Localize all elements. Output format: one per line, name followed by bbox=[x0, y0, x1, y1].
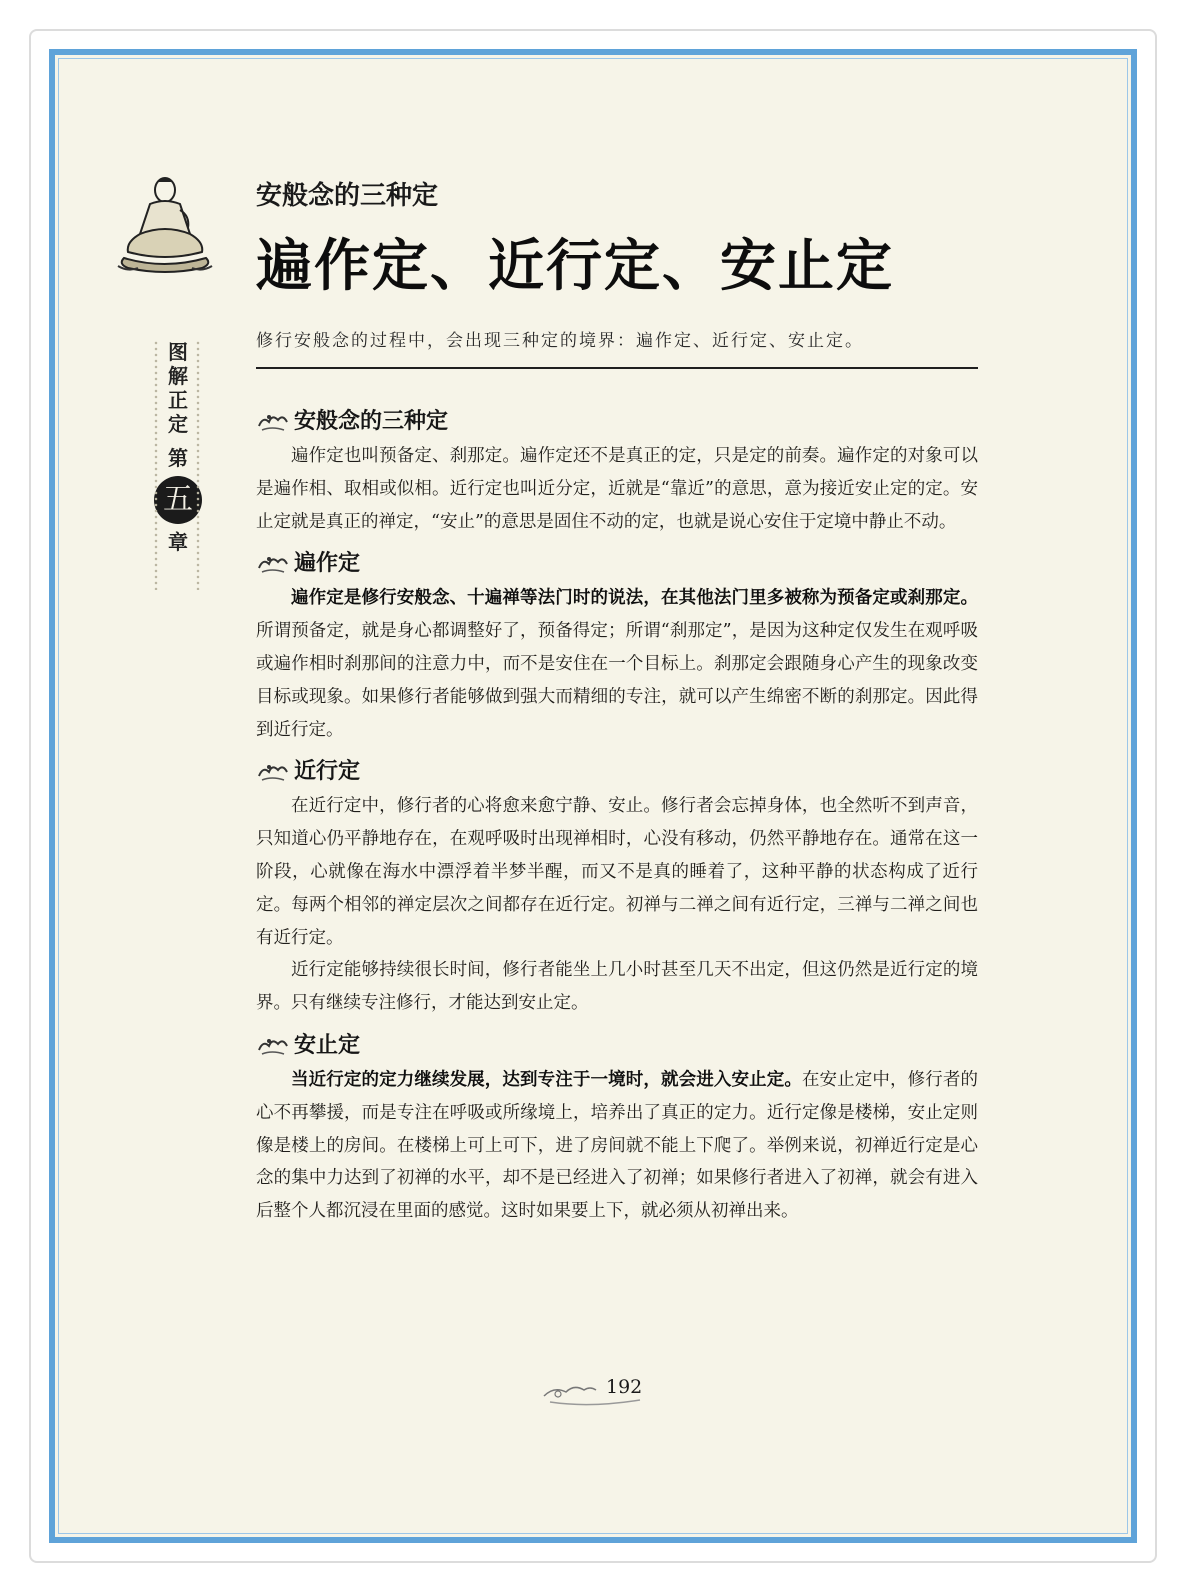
section-heading bbox=[256, 1026, 978, 1064]
section-heading bbox=[256, 752, 978, 790]
section-title: 安止定 bbox=[294, 1031, 361, 1058]
section-heading bbox=[256, 402, 978, 440]
paragraph: 遍作定是修行安般念、十遍禅等法门时的说法，在其他法门里多被称为预备定或刹那定。所谓预备定，就是身心都调整好了，预备得定；所谓“刹那定”，是因为这种定仅发生在观呼吸或遍作相时刹那间的注意力中，而不是安住在一个目标上。刹那定会跟随身心产生的现象改变目标或现象。如果修行者能够做到强大而精细的专注，就可以产生绵密不断的刹那定。因此得到近行定。 bbox=[256, 588, 978, 740]
page-title: 遍作定、近行定、安止定 bbox=[256, 233, 894, 299]
page-kicker: 安般念的三种定 bbox=[256, 181, 439, 211]
lotus-cloud-icon bbox=[256, 550, 290, 576]
seated-buddha-icon bbox=[110, 170, 220, 280]
paragraph: 在近行定中，修行者的心将愈来愈宁静、安止。修行者会忘掉身体，也全然听不到声音，只知道心仍平静地存在，在观呼吸时出现禅相时，心没有移动，仍然平静地存在。通常在这一阶段，心就像在海水中漂浮着半梦半醒，而又不是真的睡着了，这种平静的状态构成了近行定。每两个相邻的禅定层次之间都存在近行定。初禅与二禅之间有近行定，三禅与二禅之间也有近行定。 bbox=[256, 796, 978, 948]
article-body bbox=[256, 400, 978, 1228]
lotus-cloud-icon bbox=[256, 758, 290, 784]
page-number: 192 bbox=[606, 1376, 643, 1398]
section-title: 近行定 bbox=[294, 757, 361, 784]
section-title: 遍作定 bbox=[294, 549, 361, 576]
section-heading bbox=[256, 544, 978, 582]
dot-border-right bbox=[196, 340, 200, 590]
paragraph: 遍作定也叫预备定、刹那定。遍作定还不是真正的定，只是定的前奏。遍作定的对象可以是遍作相、取相或似相。近行定也叫近分定，近就是“靠近”的意思，意为接近安止定的定。安止定就是真正的禅定，“安止”的意思是固住不动的定，也就是说心安住于定境中静止不动。 bbox=[256, 446, 978, 532]
side-char: 图 bbox=[168, 340, 188, 364]
chapter-number-badge: 五 bbox=[154, 476, 202, 524]
side-char: 章 bbox=[168, 530, 188, 554]
lotus-cloud-icon bbox=[256, 1032, 290, 1058]
page-folio bbox=[540, 1374, 650, 1408]
lotus-cloud-icon bbox=[256, 408, 290, 434]
paragraph: 近行定能够持续很长时间，修行者能坐上几小时甚至几天不出定，但这仍然是近行定的境界。只有继续专注修行，才能达到安止定。 bbox=[256, 960, 978, 1014]
intro-text: 修行安般念的过程中，会出现三种定的境界：遍作定、近行定、安止定。 bbox=[256, 331, 864, 351]
divider bbox=[256, 367, 978, 369]
paragraph: 当近行定的定力继续发展，达到专注于一境时，就会进入安止定。在安止定中，修行者的心不再攀援，而是专注在呼吸或所缘境上，培养出了真正的定力。近行定像是楼梯，安止定则像是楼上的房间。在楼梯上可上可下，进了房间就不能上下爬了。举例来说，初禅近行定是心念的集中力达到了初禅的水平，却不是已经进入了初禅；如果修行者进入了初禅，就会有进入后整个人都沉浸在里面的感觉。这时如果要上下，就必须从初禅出来。 bbox=[256, 1069, 979, 1222]
dot-border-left bbox=[154, 340, 158, 590]
side-char: 正 bbox=[168, 388, 188, 412]
side-char: 解 bbox=[168, 364, 188, 388]
section-title: 安般念的三种定 bbox=[294, 407, 449, 434]
side-char: 定 bbox=[168, 412, 188, 436]
side-char: 第 bbox=[168, 446, 188, 470]
chapter-side-label bbox=[150, 340, 206, 590]
